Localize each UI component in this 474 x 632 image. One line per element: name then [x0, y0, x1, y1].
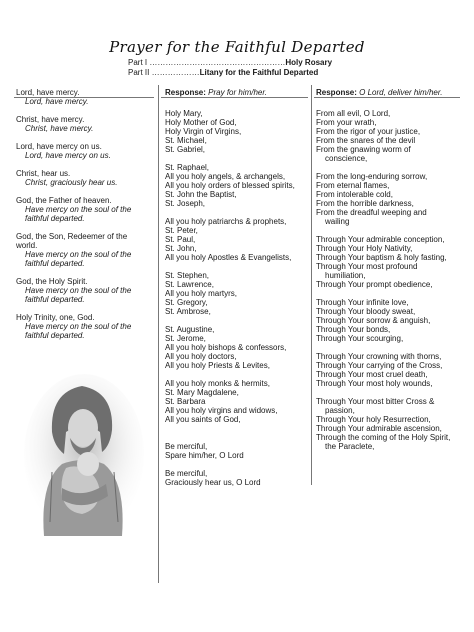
litany-invocation-line: St. Gregory, [165, 298, 208, 307]
column-divider [158, 85, 159, 583]
litany-invocation-line: From the long-enduring sorrow, [316, 172, 428, 181]
part-label: Part I [128, 58, 148, 67]
middle-response-header [165, 88, 267, 97]
line-spacer [16, 304, 154, 313]
line-spacer [165, 262, 309, 271]
litany-invocation-line: All you holy virgins and widows, [165, 406, 278, 415]
litany-invocation-line: All you saints of God, [165, 415, 241, 424]
litany-invocation-line: All you holy doctors, [165, 352, 237, 361]
litany-invocation-line: St. Barbara [165, 397, 206, 406]
part-name: Litany for the Faithful Departed [199, 68, 319, 77]
part-leader-dots: ……………… [151, 68, 200, 77]
litany-invocation-line: All you holy bishops & confessors, [165, 343, 287, 352]
litany-invocation-line: All you holy patriarchs & prophets, [165, 217, 287, 226]
litany-invocation-line: humiliation, [325, 271, 366, 280]
response-text: O Lord, deliver him/her. [359, 88, 443, 97]
litany-invocation-line: St. Ambrose, [165, 307, 211, 316]
litany-invocation-line: St. Stephen, [165, 271, 210, 280]
part-name: Holy Rosary [285, 58, 333, 67]
line-spacer [165, 208, 309, 217]
litany-invocation-line: St. Jerome, [165, 334, 206, 343]
parts-list [128, 58, 332, 78]
litany-invocation-line: All you holy orders of blessed spirits, [165, 181, 295, 190]
litany-invocation-line: Christ, have mercy. [16, 115, 85, 124]
litany-invocation-line: Be merciful, [165, 469, 208, 478]
line-spacer [316, 388, 466, 397]
litany-invocation-line: St. Gabriel, [165, 145, 206, 154]
litany-invocation-line: Be merciful, [165, 442, 208, 451]
litany-response-line: Have mercy on the soul of the [25, 322, 132, 331]
litany-invocation-line: Christ, hear us. [16, 169, 71, 178]
middle-litany-column [165, 109, 309, 487]
litany-invocation-line: St. Augustine, [165, 325, 215, 334]
part-label: Part II [128, 68, 150, 77]
litany-invocation-line: Holy Mary, [165, 109, 203, 118]
litany-invocation-line: wailing [325, 217, 350, 226]
litany-invocation-line: All you holy Priests & Levites, [165, 361, 270, 370]
line-spacer [316, 343, 466, 352]
litany-invocation-line: God, the Son, Redeemer of the [16, 232, 128, 241]
line-spacer [16, 187, 154, 196]
response-text: Pray for him/her. [208, 88, 267, 97]
response-label: Response: [165, 88, 206, 97]
line-spacer [16, 160, 154, 169]
litany-invocation-line: St. Joseph, [165, 199, 206, 208]
litany-response-line: Have mercy on the soul of the [25, 205, 132, 214]
litany-invocation-line: Lord, have mercy on us. [16, 142, 102, 151]
litany-invocation-line: Through Your most profound [316, 262, 418, 271]
litany-invocation-line: From eternal flames, [316, 181, 390, 190]
litany-invocation-line: St. Paul, [165, 235, 196, 244]
line-spacer [16, 268, 154, 277]
litany-invocation-line: Through Your holy Resurrection, [316, 415, 431, 424]
line-spacer [16, 223, 154, 232]
part-row [128, 58, 332, 68]
jesus-holding-child-illustration [22, 372, 144, 536]
litany-response-line: Lord, have mercy on us. [25, 151, 111, 160]
litany-invocation-line: Through Your sorrow & anguish, [316, 316, 431, 325]
right-response-header [316, 88, 442, 97]
litany-invocation-line: From the snares of the devil [316, 136, 416, 145]
litany-invocation-line: conscience, [325, 154, 368, 163]
litany-invocation-line: Holy Trinity, one, God. [16, 313, 95, 322]
litany-invocation-line: Through Your Holy Nativity, [316, 244, 413, 253]
litany-response-line: Lord, have mercy. [25, 97, 89, 106]
litany-response-line: Christ, graciously hear us. [25, 178, 118, 187]
litany-invocation-line: St. John, [165, 244, 197, 253]
part-leader-dots: …………………………………………… [149, 58, 286, 67]
litany-invocation-line: St. John the Baptist, [165, 190, 237, 199]
litany-invocation-line: From the rigor of your justice, [316, 127, 421, 136]
litany-response-line: faithful departed. [25, 214, 85, 223]
line-spacer [165, 424, 309, 433]
litany-invocation-line: St. Mary Magdalene, [165, 388, 239, 397]
litany-invocation-line: From the dreadful weeping and [316, 208, 427, 217]
litany-response-line: Have mercy on the soul of the [25, 286, 132, 295]
response-label: Response: [316, 88, 357, 97]
middle-header-rule [161, 97, 308, 98]
litany-invocation-line: From all evil, O Lord, [316, 109, 391, 118]
litany-invocation-line: Spare him/her, O Lord [165, 451, 244, 460]
litany-invocation-line: the Paraclete, [325, 442, 375, 451]
litany-invocation-line: Through the coming of the Holy Spirit, [316, 433, 451, 442]
litany-invocation-line: Through Your admirable conception, [316, 235, 445, 244]
litany-invocation-line: St. Michael, [165, 136, 207, 145]
litany-invocation-line: Through Your bonds, [316, 325, 391, 334]
litany-invocation-line: God, the Father of heaven. [16, 196, 112, 205]
litany-invocation-line: Through Your scourging, [316, 334, 404, 343]
litany-invocation-line: Through Your baptism & holy fasting, [316, 253, 447, 262]
litany-invocation-line: From intolerable cold, [316, 190, 393, 199]
line-spacer [165, 154, 309, 163]
litany-invocation-line: Through Your prompt obedience, [316, 280, 433, 289]
left-litany-column [16, 88, 154, 340]
line-spacer [165, 460, 309, 469]
litany-invocation-line: passion, [325, 406, 355, 415]
litany-invocation-line: Holy Mother of God, [165, 118, 237, 127]
litany-invocation-line: From the gnawing worm of [316, 145, 411, 154]
litany-invocation-line: Through Your crowning with thorns, [316, 352, 442, 361]
litany-invocation-line: St. Raphael, [165, 163, 210, 172]
litany-invocation-line: St. Peter, [165, 226, 198, 235]
column-divider [311, 85, 312, 485]
litany-invocation-line: From your wrath, [316, 118, 377, 127]
right-litany-column [316, 109, 466, 451]
line-spacer [16, 106, 154, 115]
line-spacer [316, 163, 466, 172]
line-spacer [165, 316, 309, 325]
litany-invocation-line: world. [16, 241, 38, 250]
litany-response-line: Have mercy on the soul of the [25, 250, 132, 259]
litany-invocation-line: Lord, have mercy. [16, 88, 80, 97]
litany-invocation-line: Through Your infinite love, [316, 298, 409, 307]
litany-invocation-line: Through Your bloody sweat, [316, 307, 416, 316]
line-spacer [316, 289, 466, 298]
litany-invocation-line: From the horrible darkness, [316, 199, 414, 208]
line-spacer [165, 370, 309, 379]
litany-response-line: faithful departed. [25, 259, 85, 268]
litany-invocation-line: Through Your carrying of the Cross, [316, 361, 443, 370]
line-spacer [16, 133, 154, 142]
page-title: Prayer for the Faithful Departed [109, 38, 365, 56]
litany-invocation-line: Through Your most holy wounds, [316, 379, 433, 388]
litany-invocation-line: St. Lawrence, [165, 280, 214, 289]
litany-response-line: faithful departed. [25, 295, 85, 304]
litany-invocation-line: All you holy monks & hermits, [165, 379, 270, 388]
litany-invocation-line: All you holy Apostles & Evangelists, [165, 253, 292, 262]
litany-invocation-line: All you holy martyrs, [165, 289, 238, 298]
litany-invocation-line: Holy Virgin of Virgins, [165, 127, 242, 136]
litany-response-line: Christ, have mercy. [25, 124, 94, 133]
litany-invocation-line: All you holy angels, & archangels, [165, 172, 286, 181]
part-row [128, 68, 332, 78]
litany-response-line: faithful departed. [25, 331, 85, 340]
line-spacer [165, 433, 309, 442]
litany-invocation-line: Through Your most cruel death, [316, 370, 428, 379]
litany-invocation-line: Graciously hear us, O Lord [165, 478, 261, 487]
right-header-rule [314, 97, 460, 98]
line-spacer [316, 226, 466, 235]
litany-invocation-line: Through Your admirable ascension, [316, 424, 442, 433]
litany-invocation-line: God, the Holy Spirit. [16, 277, 88, 286]
litany-invocation-line: Through Your most bitter Cross & [316, 397, 435, 406]
